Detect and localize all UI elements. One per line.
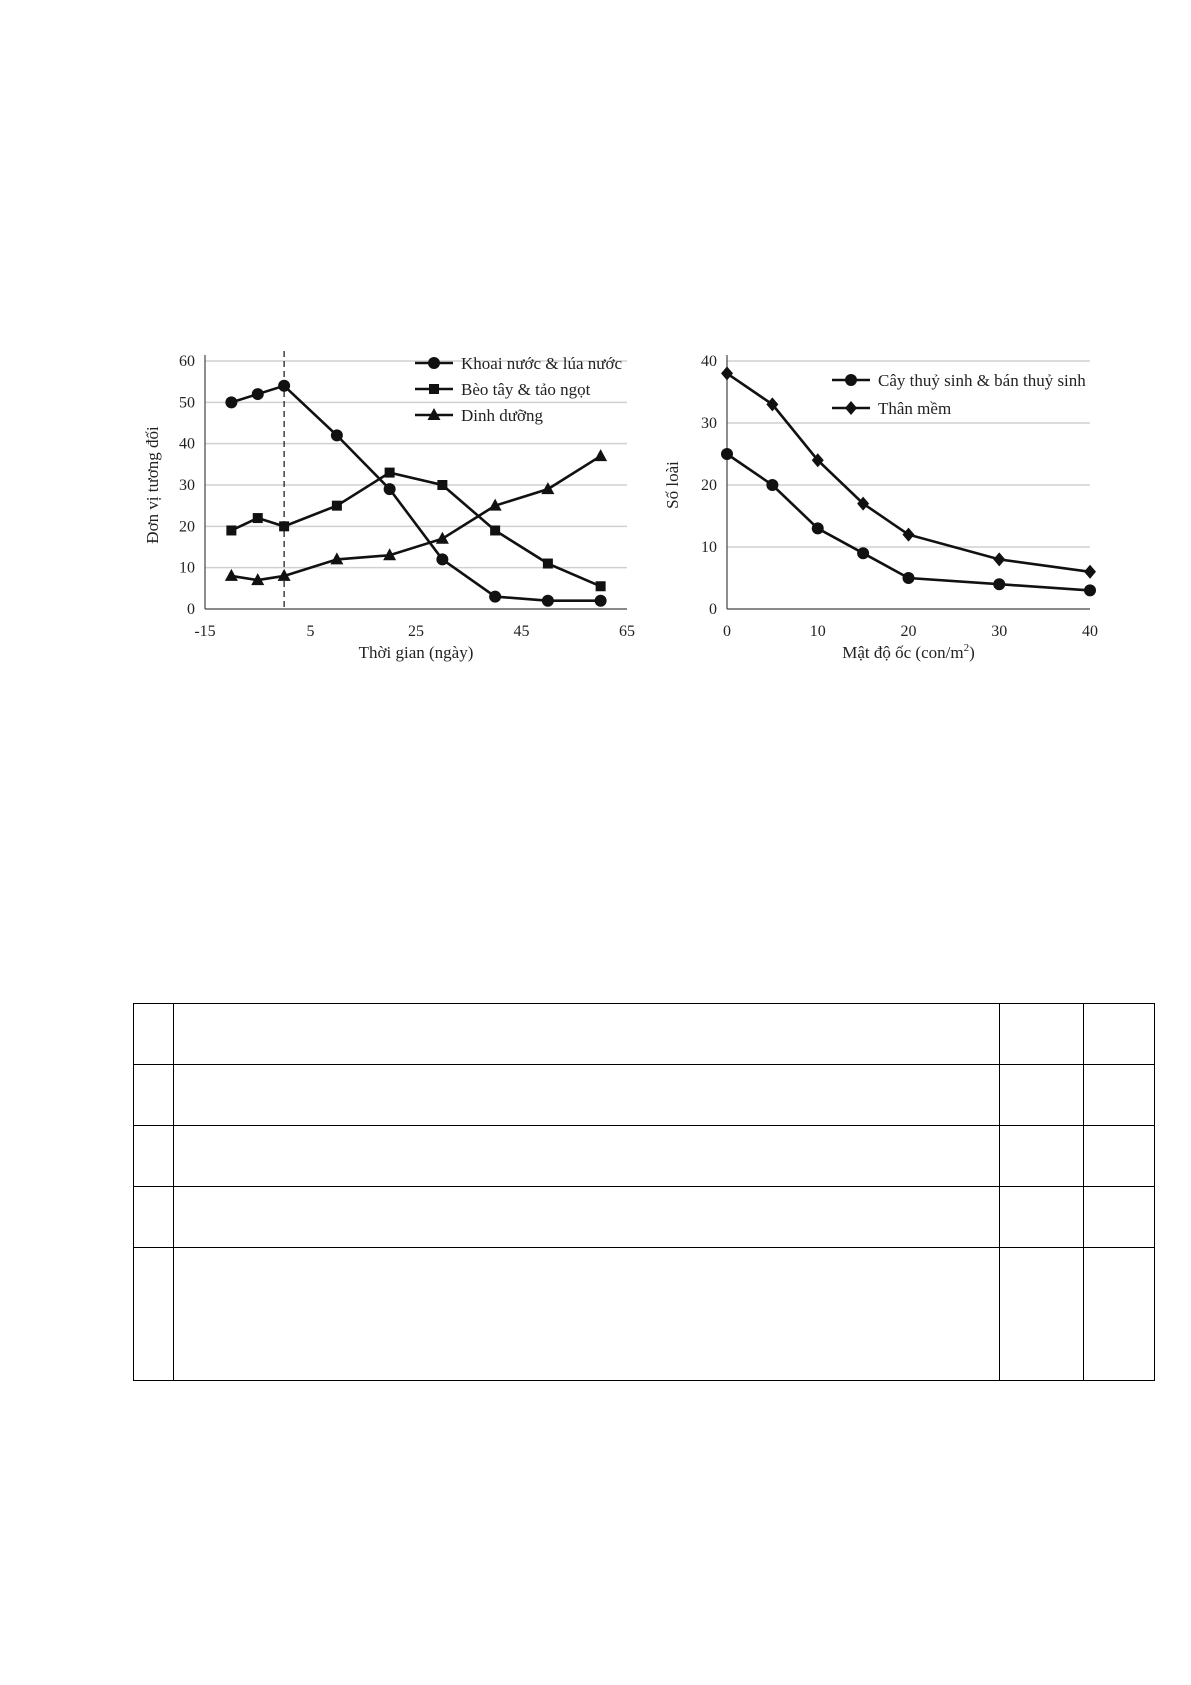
table-cell bbox=[1000, 1187, 1084, 1248]
series-line bbox=[727, 454, 1090, 590]
x-tick-label: 20 bbox=[900, 623, 917, 640]
data-point bbox=[993, 578, 1005, 590]
x-tick-label: 30 bbox=[991, 623, 1008, 640]
legend-marker bbox=[429, 384, 439, 394]
table-cell bbox=[1084, 1004, 1155, 1065]
chart-1 bbox=[143, 351, 635, 662]
x-tick-label: 0 bbox=[723, 623, 731, 640]
y-axis-label: Đơn vị tương đối bbox=[143, 426, 162, 544]
data-point bbox=[278, 380, 290, 392]
x-tick-label: 40 bbox=[1082, 623, 1098, 640]
y-tick-label: 10 bbox=[701, 539, 717, 556]
x-tick-label: 10 bbox=[809, 623, 826, 640]
table-cell bbox=[174, 1065, 1000, 1126]
data-point bbox=[595, 595, 607, 607]
table-cell bbox=[174, 1126, 1000, 1187]
data-point bbox=[436, 532, 449, 544]
data-point bbox=[253, 513, 263, 523]
y-tick-label: 20 bbox=[179, 518, 195, 536]
data-point bbox=[903, 528, 915, 542]
x-tick-label: -15 bbox=[194, 623, 216, 640]
y-tick-label: 20 bbox=[701, 477, 717, 494]
x-axis-label: Thời gian (ngày) bbox=[358, 643, 474, 662]
table-cell bbox=[174, 1248, 1000, 1381]
data-point bbox=[331, 429, 343, 441]
legend-label: Thân mềm bbox=[878, 399, 952, 418]
legend-label: Bèo tây & tảo ngọt bbox=[461, 380, 591, 399]
y-tick-label: 40 bbox=[179, 435, 195, 453]
data-point bbox=[437, 480, 447, 490]
data-point bbox=[993, 552, 1005, 566]
legend-label: Cây thuỷ sinh & bán thuỷ sinh bbox=[878, 371, 1086, 390]
data-point bbox=[1084, 584, 1096, 596]
figure-charts bbox=[0, 0, 1191, 700]
data-point bbox=[903, 572, 915, 584]
table-cell bbox=[1084, 1187, 1155, 1248]
data-point bbox=[490, 525, 500, 535]
data-point bbox=[279, 521, 289, 531]
legend-marker bbox=[845, 401, 857, 415]
data-point bbox=[489, 591, 501, 603]
data-point bbox=[332, 501, 342, 511]
y-tick-label: 30 bbox=[701, 415, 717, 432]
table-row bbox=[134, 1004, 1155, 1065]
table-cell bbox=[1000, 1126, 1084, 1187]
y-tick-label: 0 bbox=[709, 601, 717, 618]
table-cell bbox=[134, 1004, 174, 1065]
data-point bbox=[225, 396, 237, 408]
data-point bbox=[384, 483, 396, 495]
y-tick-label: 60 bbox=[179, 353, 195, 370]
table-row bbox=[134, 1248, 1155, 1381]
chart-2 bbox=[663, 353, 1098, 662]
table-cell bbox=[134, 1065, 174, 1126]
x-tick-label: 45 bbox=[513, 623, 530, 640]
data-point bbox=[225, 569, 238, 581]
x-axis-label: Mật độ ốc $(con/m^2)$ bbox=[842, 642, 975, 662]
y-tick-label: 30 bbox=[179, 477, 195, 494]
x-axis-label-close: ) bbox=[969, 643, 975, 662]
x-axis-label-superscript: 2 bbox=[963, 642, 970, 654]
table-cell bbox=[1000, 1065, 1084, 1126]
data-point bbox=[594, 449, 607, 461]
y-tick-label: 10 bbox=[179, 559, 195, 577]
table-cell bbox=[1000, 1248, 1084, 1381]
y-tick-label: 40 bbox=[701, 353, 717, 370]
table-cell bbox=[134, 1126, 174, 1187]
x-tick-label: 25 bbox=[408, 623, 424, 640]
table-row bbox=[134, 1126, 1155, 1187]
table-cell bbox=[174, 1187, 1000, 1248]
table-row bbox=[134, 1065, 1155, 1126]
data-point bbox=[542, 595, 554, 607]
y-tick-label: 50 bbox=[179, 394, 195, 412]
data-point bbox=[541, 482, 554, 494]
data-point bbox=[596, 581, 606, 591]
x-tick-label: 5 bbox=[306, 623, 315, 640]
data-point bbox=[252, 388, 264, 400]
table-cell bbox=[1084, 1126, 1155, 1187]
data-point bbox=[226, 525, 236, 535]
table-cell bbox=[174, 1004, 1000, 1065]
y-tick-label: 0 bbox=[187, 601, 195, 618]
table-cell bbox=[1084, 1065, 1155, 1126]
data-point bbox=[812, 522, 824, 534]
y-axis-label: Số loài bbox=[663, 461, 682, 509]
data-point bbox=[721, 448, 733, 460]
data-point bbox=[543, 559, 553, 569]
answer-table bbox=[133, 1003, 1155, 1381]
answer-table-body bbox=[134, 1004, 1155, 1381]
data-point bbox=[857, 547, 869, 559]
data-point bbox=[385, 468, 395, 478]
legend-label: Dinh dưỡng bbox=[461, 406, 543, 425]
x-tick-label: 65 bbox=[619, 623, 635, 640]
series-1 bbox=[721, 448, 1096, 596]
data-point bbox=[1084, 565, 1096, 579]
legend-marker bbox=[428, 357, 440, 369]
legend-marker bbox=[845, 374, 857, 386]
data-point bbox=[766, 479, 778, 491]
legend-label: Khoai nước & lúa nước bbox=[461, 354, 623, 373]
table-cell bbox=[134, 1248, 174, 1381]
data-point bbox=[436, 553, 448, 565]
table-row bbox=[134, 1187, 1155, 1248]
table-cell bbox=[1000, 1004, 1084, 1065]
table-cell bbox=[134, 1187, 174, 1248]
data-point bbox=[721, 366, 733, 380]
table-cell bbox=[1084, 1248, 1155, 1381]
